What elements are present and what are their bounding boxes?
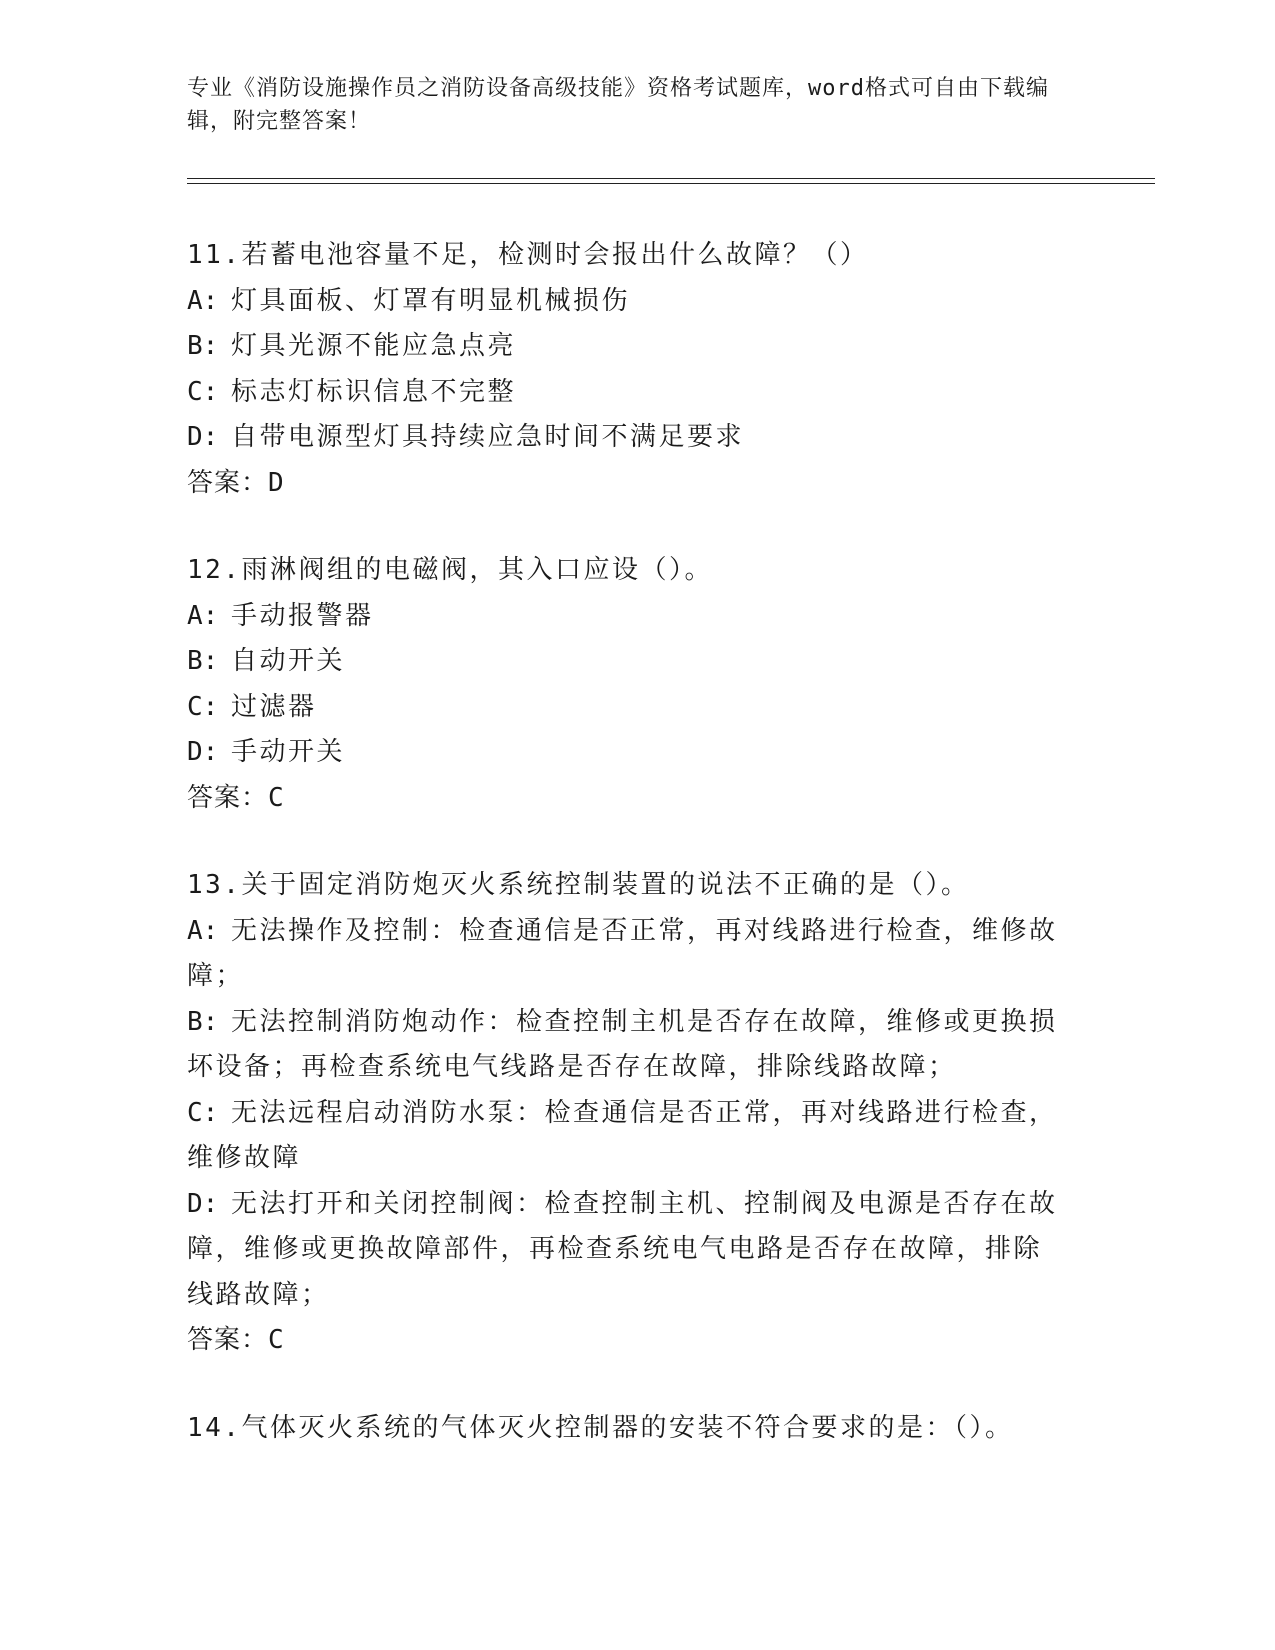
question-14 xyxy=(187,1406,1067,1452)
question-11 xyxy=(187,233,1067,506)
option-label: B: xyxy=(187,646,219,676)
option-b xyxy=(187,639,1067,685)
option-text: 过滤器 xyxy=(231,691,317,722)
option-label: D: xyxy=(187,1188,219,1219)
question-stem: 11.若蓄电池容量不足，检测时会报出什么故障？（） xyxy=(187,240,869,270)
answer-line xyxy=(187,1318,1067,1364)
question-12 xyxy=(187,548,1067,821)
option-a xyxy=(187,594,1067,640)
option-text: 手动开关 xyxy=(231,737,346,767)
option-label: A: xyxy=(187,600,219,631)
answer-label: 答案： xyxy=(187,1325,269,1355)
option-label: D: xyxy=(187,422,219,452)
answer-label: 答案： xyxy=(187,782,269,813)
header-text: 专业《消防设施操作员之消防设备高级技能》资格考试题库，word格式可自由下载编辑，附完整答案！ xyxy=(187,76,1049,134)
option-label: B: xyxy=(187,1006,219,1037)
header-divider-top xyxy=(187,178,1155,179)
answer-value: D xyxy=(268,467,285,498)
question-stem: 12.雨淋阀组的电磁阀，其入口应设（）。 xyxy=(187,555,713,585)
answer-line xyxy=(187,461,1067,507)
question-13 xyxy=(187,863,1067,1364)
option-label: C: xyxy=(187,376,219,407)
answer-label: 答案： xyxy=(187,467,269,498)
option-a xyxy=(187,279,1067,325)
option-d xyxy=(187,730,1067,776)
option-label: A: xyxy=(187,285,219,316)
header-divider-bottom xyxy=(187,183,1155,184)
question-stem: 13.关于固定消防炮灭火系统控制装置的说法不正确的是（）。 xyxy=(187,870,970,900)
answer-value: C xyxy=(268,1325,285,1355)
option-text: 无法控制消防炮动作：检查控制主机是否存在故障，维修或更换损坏设备；再检查系统电气线路是否存在故障，排除线路故障； xyxy=(187,1006,1058,1082)
option-text: 灯具光源不能应急点亮 xyxy=(231,331,517,361)
option-text: 无法操作及控制：检查通信是否正常，再对线路进行检查，维修故障； xyxy=(187,915,1058,991)
option-text: 手动报警器 xyxy=(231,600,374,631)
option-text: 无法远程启动消防水泵：检查通信是否正常，再对线路进行检查，维修故障 xyxy=(187,1097,1058,1173)
answer-value: C xyxy=(268,782,285,813)
question-list xyxy=(187,233,1067,1493)
answer-line xyxy=(187,776,1067,822)
option-text: 灯具面板、灯罩有明显机械损伤 xyxy=(231,285,631,316)
option-c xyxy=(187,1091,1067,1182)
option-c xyxy=(187,370,1067,416)
option-a xyxy=(187,909,1067,1000)
document-header xyxy=(187,72,1067,138)
option-text: 自带电源型灯具持续应急时间不满足要求 xyxy=(231,422,745,452)
option-label: C: xyxy=(187,691,219,722)
option-label: D: xyxy=(187,737,219,767)
option-d xyxy=(187,1182,1067,1319)
option-text: 无法打开和关闭控制阀：检查控制主机、控制阀及电源是否存在故障，维修或更换故障部件，再检查系统电气电路是否存在故障，排除线路故障； xyxy=(187,1188,1058,1310)
option-text: 自动开关 xyxy=(231,646,346,676)
option-b xyxy=(187,324,1067,370)
option-c xyxy=(187,685,1067,731)
option-label: B: xyxy=(187,331,219,361)
question-stem: 14.气体灭火系统的气体灭火控制器的安装不符合要求的是：（）。 xyxy=(187,1412,1014,1443)
option-label: A: xyxy=(187,915,219,946)
option-text: 标志灯标识信息不完整 xyxy=(231,376,517,407)
option-label: C: xyxy=(187,1097,219,1128)
option-b xyxy=(187,1000,1067,1091)
option-d xyxy=(187,415,1067,461)
